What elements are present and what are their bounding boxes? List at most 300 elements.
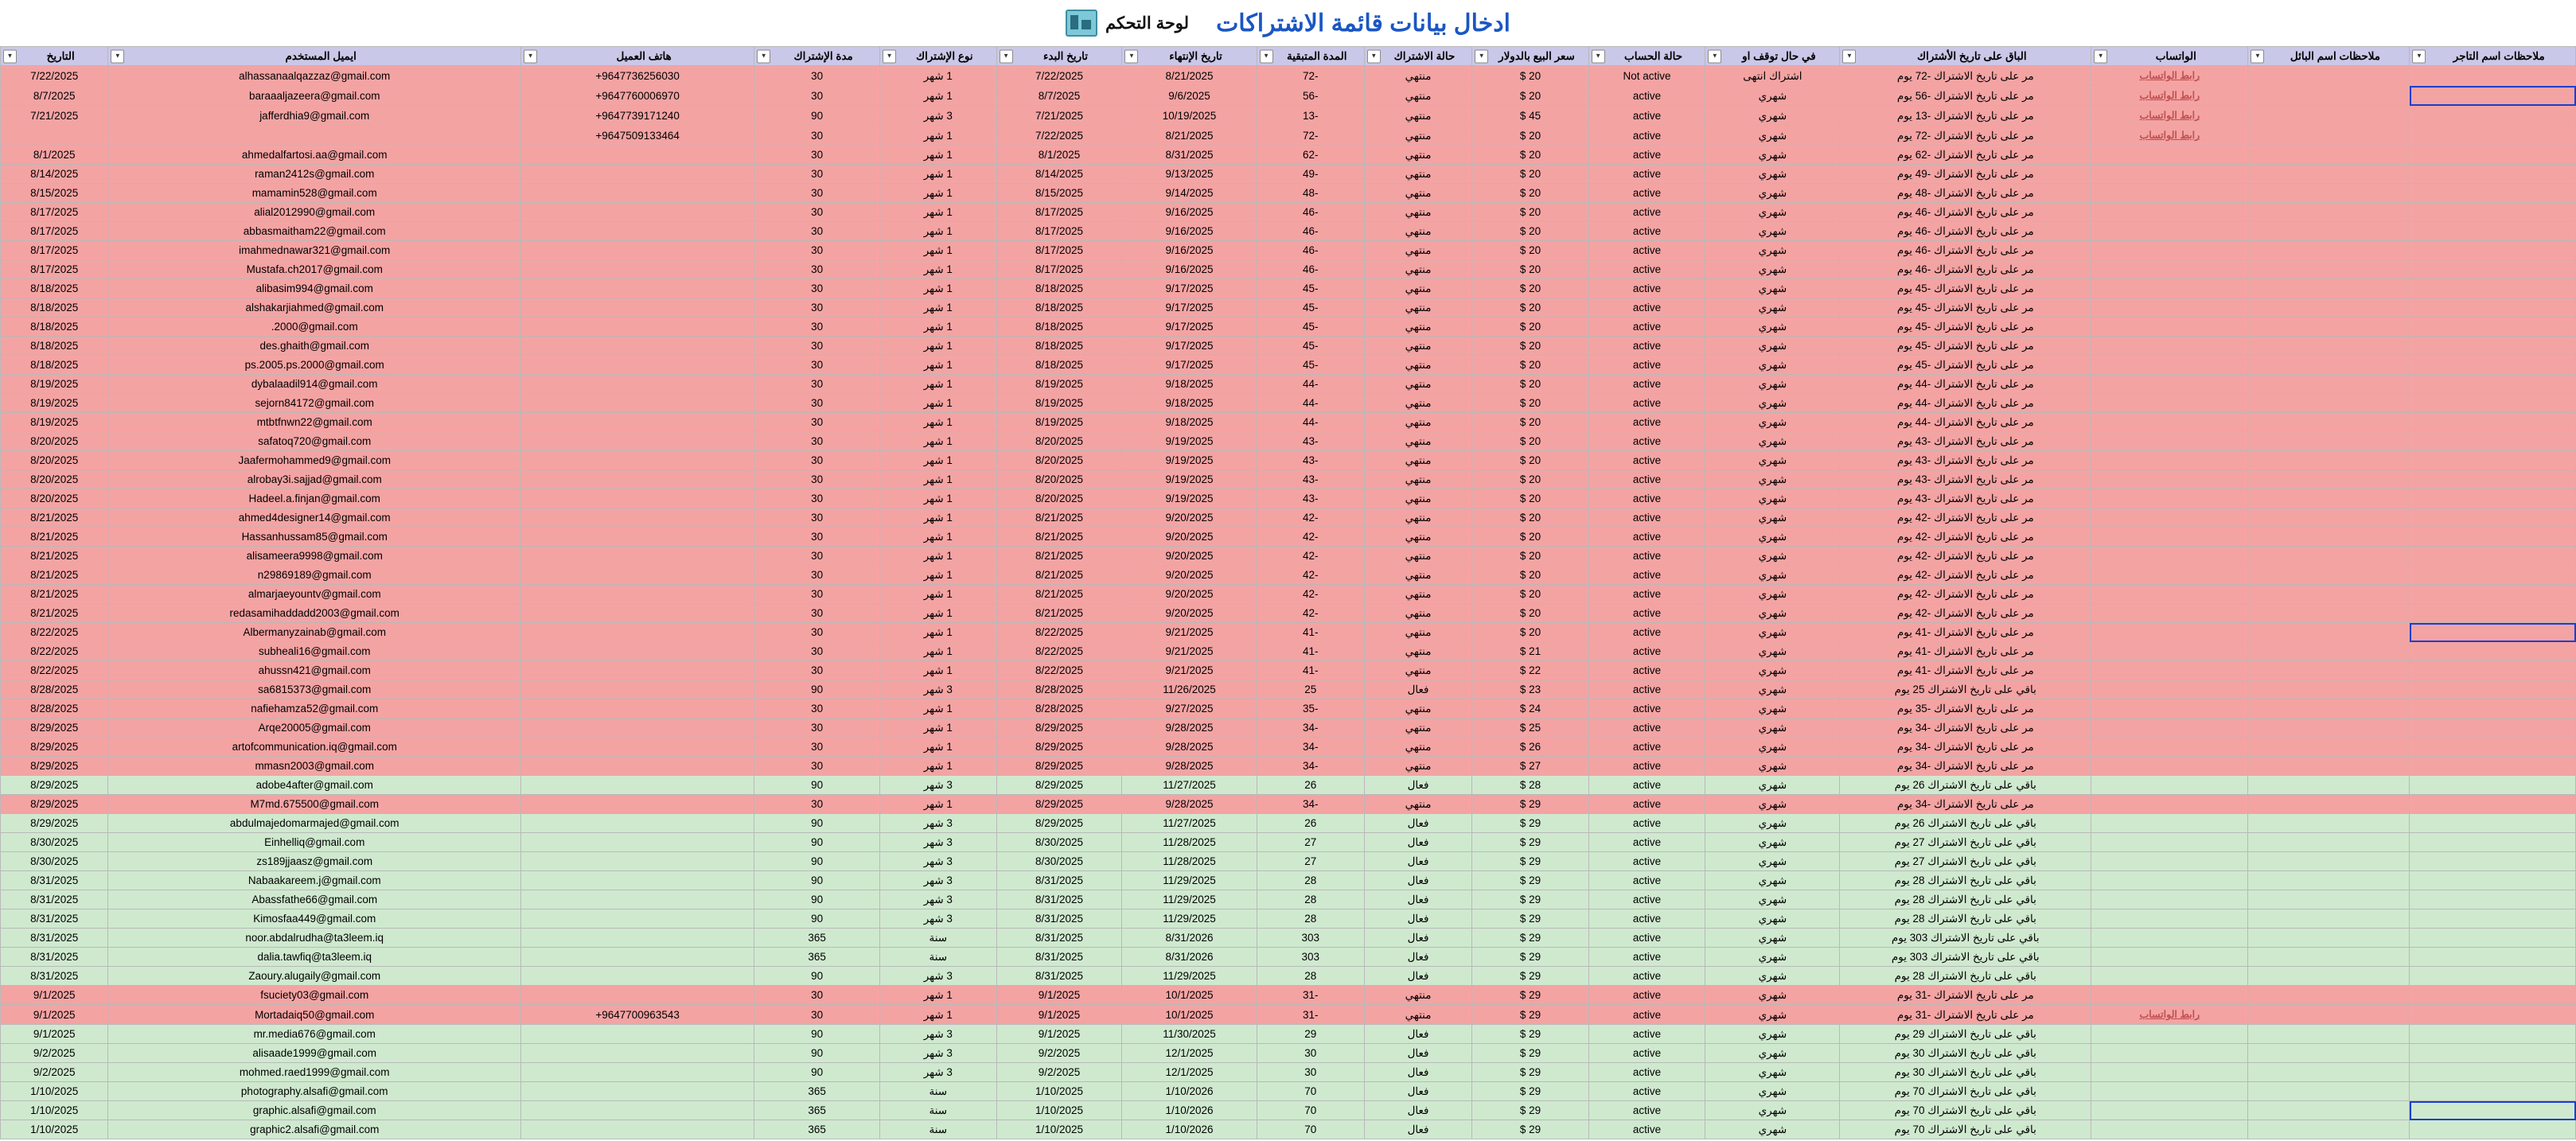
remaining-text[interactable]: مر على تاريخ الاشتراك -34 يوم xyxy=(1840,795,2091,814)
remaining-text[interactable]: باقي على تاريخ الاشتراك 26 يوم xyxy=(1840,776,2091,795)
subscription-status[interactable]: منتهي xyxy=(1364,146,1471,165)
stop-case[interactable]: شهري xyxy=(1705,337,1840,356)
customer-phone[interactable] xyxy=(521,1063,754,1082)
table-row[interactable] xyxy=(1,413,2576,432)
seller-notes[interactable] xyxy=(2248,871,2410,890)
subscription-type[interactable]: 1 شهر xyxy=(880,699,997,718)
stop-case[interactable]: شهري xyxy=(1705,1005,1840,1025)
customer-phone[interactable] xyxy=(521,738,754,757)
record-date[interactable]: 8/21/2025 xyxy=(1,547,108,566)
table-row[interactable] xyxy=(1,489,2576,508)
merchant-notes[interactable] xyxy=(2410,470,2576,489)
user-email[interactable]: mtbtfnwn22@gmail.com xyxy=(108,413,521,432)
subscription-type[interactable]: 1 شهر xyxy=(880,1005,997,1025)
account-status[interactable]: active xyxy=(1588,279,1705,298)
stop-case[interactable]: شهري xyxy=(1705,585,1840,604)
seller-notes[interactable] xyxy=(2248,795,2410,814)
table-row[interactable] xyxy=(1,776,2576,795)
whatsapp-link[interactable] xyxy=(2091,642,2248,661)
subscription-type[interactable]: 1 شهر xyxy=(880,508,997,528)
start-date[interactable]: 7/21/2025 xyxy=(996,106,1122,126)
start-date[interactable]: 8/19/2025 xyxy=(996,375,1122,394)
subscription-status[interactable]: فعال xyxy=(1364,1044,1471,1063)
record-date[interactable]: 8/15/2025 xyxy=(1,184,108,203)
sale-price[interactable]: $ 29 xyxy=(1472,929,1589,948)
whatsapp-link[interactable] xyxy=(2091,623,2248,642)
seller-notes[interactable] xyxy=(2248,1082,2410,1101)
stop-case[interactable]: شهري xyxy=(1705,566,1840,585)
sale-price[interactable]: $ 29 xyxy=(1472,986,1589,1005)
customer-phone[interactable] xyxy=(521,413,754,432)
seller-notes[interactable] xyxy=(2248,967,2410,986)
subscription-type[interactable]: 1 شهر xyxy=(880,413,997,432)
user-email[interactable]: noor.abdalrudha@ta3leem.iq xyxy=(108,929,521,948)
column-header-3[interactable] xyxy=(1840,47,2091,66)
end-date[interactable]: 9/17/2025 xyxy=(1122,279,1257,298)
remaining-text[interactable]: مر على تاريخ الاشتراك -42 يوم xyxy=(1840,528,2091,547)
record-date[interactable]: 8/29/2025 xyxy=(1,738,108,757)
start-date[interactable]: 1/10/2025 xyxy=(996,1082,1122,1101)
user-email[interactable]: dybalaadil914@gmail.com xyxy=(108,375,521,394)
stop-case[interactable]: شهري xyxy=(1705,1082,1840,1101)
table-row[interactable] xyxy=(1,241,2576,260)
stop-case[interactable]: شهري xyxy=(1705,604,1840,623)
whatsapp-link[interactable] xyxy=(2091,106,2248,126)
account-status[interactable]: active xyxy=(1588,1082,1705,1101)
end-date[interactable]: 9/16/2025 xyxy=(1122,260,1257,279)
record-date[interactable] xyxy=(1,126,108,146)
table-row[interactable] xyxy=(1,1025,2576,1044)
merchant-notes[interactable] xyxy=(2410,86,2576,106)
remaining-text[interactable]: مر على تاريخ الاشتراك -35 يوم xyxy=(1840,699,2091,718)
subscription-status[interactable]: منتهي xyxy=(1364,604,1471,623)
sale-price[interactable]: $ 20 xyxy=(1472,165,1589,184)
merchant-notes[interactable] xyxy=(2410,986,2576,1005)
subscription-status[interactable]: منتهي xyxy=(1364,222,1471,241)
start-date[interactable]: 1/10/2025 xyxy=(996,1101,1122,1120)
end-date[interactable]: 8/21/2025 xyxy=(1122,66,1257,86)
seller-notes[interactable] xyxy=(2248,394,2410,413)
table-row[interactable] xyxy=(1,279,2576,298)
subscription-status[interactable]: فعال xyxy=(1364,852,1471,871)
remaining-text[interactable]: مر على تاريخ الاشتراك -46 يوم xyxy=(1840,260,2091,279)
subscription-duration[interactable]: 30 xyxy=(754,470,880,489)
start-date[interactable]: 8/18/2025 xyxy=(996,317,1122,337)
remaining-days[interactable]: -43 xyxy=(1257,470,1364,489)
subscription-status[interactable]: فعال xyxy=(1364,680,1471,699)
account-status[interactable]: active xyxy=(1588,814,1705,833)
merchant-notes[interactable] xyxy=(2410,375,2576,394)
merchant-notes[interactable] xyxy=(2410,298,2576,317)
subscription-duration[interactable]: 30 xyxy=(754,642,880,661)
customer-phone[interactable] xyxy=(521,203,754,222)
sale-price[interactable]: $ 29 xyxy=(1472,967,1589,986)
subscription-duration[interactable]: 90 xyxy=(754,871,880,890)
customer-phone[interactable] xyxy=(521,929,754,948)
merchant-notes[interactable] xyxy=(2410,909,2576,929)
stop-case[interactable]: شهري xyxy=(1705,699,1840,718)
record-date[interactable]: 9/1/2025 xyxy=(1,1025,108,1044)
remaining-days[interactable]: 28 xyxy=(1257,967,1364,986)
whatsapp-link[interactable] xyxy=(2091,413,2248,432)
whatsapp-link[interactable] xyxy=(2091,909,2248,929)
filter-dropdown-icon[interactable]: ▼ xyxy=(2412,49,2426,63)
remaining-days[interactable]: -72 xyxy=(1257,126,1364,146)
subscription-type[interactable]: 1 شهر xyxy=(880,738,997,757)
start-date[interactable]: 8/20/2025 xyxy=(996,432,1122,451)
sale-price[interactable]: $ 20 xyxy=(1472,279,1589,298)
record-date[interactable]: 8/18/2025 xyxy=(1,279,108,298)
remaining-days[interactable]: -46 xyxy=(1257,222,1364,241)
customer-phone[interactable] xyxy=(521,604,754,623)
customer-phone[interactable] xyxy=(521,222,754,241)
start-date[interactable]: 9/2/2025 xyxy=(996,1044,1122,1063)
remaining-days[interactable]: 29 xyxy=(1257,1025,1364,1044)
stop-case[interactable]: شهري xyxy=(1705,1063,1840,1082)
account-status[interactable]: active xyxy=(1588,356,1705,375)
subscription-status[interactable]: منتهي xyxy=(1364,432,1471,451)
account-status[interactable]: active xyxy=(1588,1025,1705,1044)
customer-phone[interactable] xyxy=(521,871,754,890)
end-date[interactable]: 9/18/2025 xyxy=(1122,394,1257,413)
whatsapp-link[interactable] xyxy=(2091,1082,2248,1101)
column-header-10[interactable] xyxy=(996,47,1122,66)
start-date[interactable]: 8/17/2025 xyxy=(996,222,1122,241)
user-email[interactable]: n29869189@gmail.com xyxy=(108,566,521,585)
stop-case[interactable]: شهري xyxy=(1705,317,1840,337)
remaining-text[interactable]: مر على تاريخ الاشتراك -42 يوم xyxy=(1840,547,2091,566)
subscription-duration[interactable]: 30 xyxy=(754,165,880,184)
merchant-notes[interactable] xyxy=(2410,394,2576,413)
subscription-duration[interactable]: 30 xyxy=(754,146,880,165)
whatsapp-link[interactable] xyxy=(2091,585,2248,604)
remaining-days[interactable]: -43 xyxy=(1257,451,1364,470)
sale-price[interactable]: $ 29 xyxy=(1472,814,1589,833)
remaining-text[interactable]: باقي على تاريخ الاشتراك 70 يوم xyxy=(1840,1120,2091,1139)
start-date[interactable]: 8/21/2025 xyxy=(996,604,1122,623)
whatsapp-link[interactable] xyxy=(2091,317,2248,337)
column-header-0[interactable] xyxy=(2410,47,2576,66)
whatsapp-link[interactable] xyxy=(2091,489,2248,508)
end-date[interactable]: 9/28/2025 xyxy=(1122,757,1257,776)
account-status[interactable]: active xyxy=(1588,776,1705,795)
record-date[interactable]: 8/19/2025 xyxy=(1,394,108,413)
whatsapp-link[interactable] xyxy=(2091,375,2248,394)
subscription-type[interactable]: 3 شهر xyxy=(880,680,997,699)
sale-price[interactable]: $ 21 xyxy=(1472,642,1589,661)
column-header-7[interactable] xyxy=(1364,47,1471,66)
account-status[interactable]: active xyxy=(1588,967,1705,986)
merchant-notes[interactable] xyxy=(2410,1063,2576,1082)
subscription-status[interactable]: فعال xyxy=(1364,1101,1471,1120)
remaining-text[interactable]: مر على تاريخ الاشتراك -42 يوم xyxy=(1840,508,2091,528)
remaining-text[interactable]: باقي على تاريخ الاشتراك 30 يوم xyxy=(1840,1044,2091,1063)
start-date[interactable]: 8/31/2025 xyxy=(996,909,1122,929)
remaining-days[interactable]: -42 xyxy=(1257,604,1364,623)
record-date[interactable]: 8/21/2025 xyxy=(1,604,108,623)
customer-phone[interactable] xyxy=(521,699,754,718)
user-email[interactable]: Abassfathe66@gmail.com xyxy=(108,890,521,909)
subscription-duration[interactable]: 30 xyxy=(754,317,880,337)
merchant-notes[interactable] xyxy=(2410,1005,2576,1025)
stop-case[interactable]: شهري xyxy=(1705,890,1840,909)
record-date[interactable]: 7/22/2025 xyxy=(1,66,108,86)
remaining-days[interactable]: -62 xyxy=(1257,146,1364,165)
subscription-type[interactable]: 1 شهر xyxy=(880,279,997,298)
table-row[interactable] xyxy=(1,547,2576,566)
subscription-type[interactable]: 1 شهر xyxy=(880,146,997,165)
seller-notes[interactable] xyxy=(2248,738,2410,757)
user-email[interactable]: fsuciety03@gmail.com xyxy=(108,986,521,1005)
whatsapp-link[interactable] xyxy=(2091,470,2248,489)
remaining-days[interactable]: -44 xyxy=(1257,394,1364,413)
merchant-notes[interactable] xyxy=(2410,1120,2576,1139)
record-date[interactable]: 8/17/2025 xyxy=(1,260,108,279)
remaining-days[interactable]: 70 xyxy=(1257,1101,1364,1120)
record-date[interactable]: 8/29/2025 xyxy=(1,757,108,776)
customer-phone[interactable] xyxy=(521,241,754,260)
customer-phone[interactable]: +9647739171240 xyxy=(521,106,754,126)
customer-phone[interactable] xyxy=(521,642,754,661)
seller-notes[interactable] xyxy=(2248,489,2410,508)
customer-phone[interactable]: +9647736256030 xyxy=(521,66,754,86)
sale-price[interactable]: $ 20 xyxy=(1472,203,1589,222)
end-date[interactable]: 9/17/2025 xyxy=(1122,337,1257,356)
subscription-duration[interactable]: 30 xyxy=(754,298,880,317)
customer-phone[interactable] xyxy=(521,890,754,909)
table-row[interactable] xyxy=(1,1082,2576,1101)
subscription-type[interactable]: 1 شهر xyxy=(880,432,997,451)
subscription-duration[interactable]: 30 xyxy=(754,757,880,776)
subscription-type[interactable]: 1 شهر xyxy=(880,298,997,317)
whatsapp-link[interactable] xyxy=(2091,508,2248,528)
table-row[interactable] xyxy=(1,852,2576,871)
record-date[interactable]: 1/10/2025 xyxy=(1,1120,108,1139)
end-date[interactable]: 9/20/2025 xyxy=(1122,547,1257,566)
end-date[interactable]: 9/28/2025 xyxy=(1122,718,1257,738)
start-date[interactable]: 8/21/2025 xyxy=(996,566,1122,585)
subscription-duration[interactable]: 30 xyxy=(754,241,880,260)
sale-price[interactable]: $ 20 xyxy=(1472,260,1589,279)
subscription-status[interactable]: منتهي xyxy=(1364,566,1471,585)
record-date[interactable]: 8/18/2025 xyxy=(1,337,108,356)
table-row[interactable] xyxy=(1,738,2576,757)
end-date[interactable]: 9/6/2025 xyxy=(1122,86,1257,106)
seller-notes[interactable] xyxy=(2248,66,2410,86)
subscription-type[interactable]: 1 شهر xyxy=(880,585,997,604)
subscription-type[interactable]: 1 شهر xyxy=(880,337,997,356)
whatsapp-link[interactable] xyxy=(2091,298,2248,317)
subscription-type[interactable]: 1 شهر xyxy=(880,528,997,547)
stop-case[interactable]: شهري xyxy=(1705,165,1840,184)
stop-case[interactable]: شهري xyxy=(1705,451,1840,470)
end-date[interactable]: 9/17/2025 xyxy=(1122,298,1257,317)
subscription-status[interactable]: منتهي xyxy=(1364,661,1471,680)
start-date[interactable]: 8/30/2025 xyxy=(996,852,1122,871)
whatsapp-link[interactable] xyxy=(2091,66,2248,86)
remaining-days[interactable]: -44 xyxy=(1257,375,1364,394)
stop-case[interactable]: شهري xyxy=(1705,470,1840,489)
account-status[interactable]: active xyxy=(1588,375,1705,394)
remaining-text[interactable]: باقي على تاريخ الاشتراك 29 يوم xyxy=(1840,1025,2091,1044)
seller-notes[interactable] xyxy=(2248,604,2410,623)
end-date[interactable]: 9/28/2025 xyxy=(1122,738,1257,757)
seller-notes[interactable] xyxy=(2248,203,2410,222)
subscription-duration[interactable]: 30 xyxy=(754,260,880,279)
subscription-duration[interactable]: 30 xyxy=(754,623,880,642)
user-email[interactable]: alshakarjiahmed@gmail.com xyxy=(108,298,521,317)
record-date[interactable]: 8/29/2025 xyxy=(1,814,108,833)
table-row[interactable] xyxy=(1,222,2576,241)
start-date[interactable]: 8/21/2025 xyxy=(996,508,1122,528)
subscription-status[interactable]: منتهي xyxy=(1364,317,1471,337)
remaining-text[interactable]: مر على تاريخ الاشتراك -34 يوم xyxy=(1840,757,2091,776)
record-date[interactable]: 8/21/2025 xyxy=(1,528,108,547)
subscription-type[interactable]: 1 شهر xyxy=(880,795,997,814)
table-row[interactable] xyxy=(1,184,2576,203)
subscription-duration[interactable]: 30 xyxy=(754,126,880,146)
end-date[interactable]: 11/28/2025 xyxy=(1122,833,1257,852)
remaining-text[interactable]: باقي على تاريخ الاشتراك 28 يوم xyxy=(1840,890,2091,909)
customer-phone[interactable] xyxy=(521,1101,754,1120)
stop-case[interactable]: شهري xyxy=(1705,718,1840,738)
remaining-text[interactable]: مر على تاريخ الاشتراك -44 يوم xyxy=(1840,394,2091,413)
whatsapp-link[interactable] xyxy=(2091,833,2248,852)
customer-phone[interactable] xyxy=(521,661,754,680)
subscription-status[interactable]: منتهي xyxy=(1364,260,1471,279)
remaining-days[interactable]: -45 xyxy=(1257,337,1364,356)
whatsapp-link[interactable] xyxy=(2091,1101,2248,1120)
whatsapp-link[interactable] xyxy=(2091,547,2248,566)
filter-dropdown-icon[interactable]: ▼ xyxy=(1708,49,1721,63)
start-date[interactable]: 9/1/2025 xyxy=(996,986,1122,1005)
stop-case[interactable]: شهري xyxy=(1705,1120,1840,1139)
record-date[interactable]: 8/31/2025 xyxy=(1,929,108,948)
filter-dropdown-icon[interactable]: ▼ xyxy=(1124,49,1138,63)
remaining-days[interactable]: -46 xyxy=(1257,260,1364,279)
stop-case[interactable]: شهري xyxy=(1705,986,1840,1005)
account-status[interactable]: active xyxy=(1588,661,1705,680)
end-date[interactable]: 10/1/2025 xyxy=(1122,986,1257,1005)
user-email[interactable]: photography.alsafi@gmail.com xyxy=(108,1082,521,1101)
column-header-15[interactable] xyxy=(1,47,108,66)
whatsapp-link[interactable] xyxy=(2091,1063,2248,1082)
account-status[interactable]: Not active xyxy=(1588,66,1705,86)
remaining-days[interactable]: -43 xyxy=(1257,432,1364,451)
filter-dropdown-icon[interactable]: ▼ xyxy=(1592,49,1605,63)
subscription-status[interactable]: منتهي xyxy=(1364,795,1471,814)
subscription-duration[interactable]: 30 xyxy=(754,184,880,203)
remaining-text[interactable]: مر على تاريخ الاشتراك -41 يوم xyxy=(1840,642,2091,661)
remaining-days[interactable]: -42 xyxy=(1257,547,1364,566)
record-date[interactable]: 8/19/2025 xyxy=(1,375,108,394)
user-email[interactable]: Jaafermohammed9@gmail.com xyxy=(108,451,521,470)
end-date[interactable]: 8/31/2026 xyxy=(1122,929,1257,948)
subscription-type[interactable]: 3 شهر xyxy=(880,106,997,126)
subscription-duration[interactable]: 365 xyxy=(754,948,880,967)
remaining-days[interactable]: -42 xyxy=(1257,508,1364,528)
stop-case[interactable]: شهري xyxy=(1705,776,1840,795)
end-date[interactable]: 9/20/2025 xyxy=(1122,508,1257,528)
subscription-status[interactable]: منتهي xyxy=(1364,203,1471,222)
start-date[interactable]: 8/29/2025 xyxy=(996,814,1122,833)
table-row[interactable] xyxy=(1,833,2576,852)
customer-phone[interactable] xyxy=(521,489,754,508)
start-date[interactable]: 8/29/2025 xyxy=(996,795,1122,814)
record-date[interactable]: 8/17/2025 xyxy=(1,241,108,260)
end-date[interactable]: 9/19/2025 xyxy=(1122,432,1257,451)
customer-phone[interactable] xyxy=(521,375,754,394)
subscription-status[interactable]: فعال xyxy=(1364,909,1471,929)
record-date[interactable]: 8/21/2025 xyxy=(1,585,108,604)
subscription-duration[interactable]: 30 xyxy=(754,1005,880,1025)
sale-price[interactable]: $ 29 xyxy=(1472,833,1589,852)
seller-notes[interactable] xyxy=(2248,260,2410,279)
sale-price[interactable]: $ 20 xyxy=(1472,451,1589,470)
merchant-notes[interactable] xyxy=(2410,260,2576,279)
customer-phone[interactable] xyxy=(521,1120,754,1139)
column-header-1[interactable] xyxy=(2248,47,2410,66)
sale-price[interactable]: $ 20 xyxy=(1472,126,1589,146)
record-date[interactable]: 8/14/2025 xyxy=(1,165,108,184)
end-date[interactable]: 9/20/2025 xyxy=(1122,604,1257,623)
account-status[interactable]: active xyxy=(1588,451,1705,470)
subscription-status[interactable]: منتهي xyxy=(1364,699,1471,718)
sale-price[interactable]: $ 20 xyxy=(1472,528,1589,547)
record-date[interactable]: 8/31/2025 xyxy=(1,909,108,929)
whatsapp-link[interactable] xyxy=(2091,566,2248,585)
seller-notes[interactable] xyxy=(2248,1044,2410,1063)
table-row[interactable] xyxy=(1,585,2576,604)
subscription-status[interactable]: منتهي xyxy=(1364,356,1471,375)
seller-notes[interactable] xyxy=(2248,432,2410,451)
whatsapp-link[interactable] xyxy=(2091,967,2248,986)
start-date[interactable]: 8/31/2025 xyxy=(996,948,1122,967)
seller-notes[interactable] xyxy=(2248,1025,2410,1044)
table-row[interactable] xyxy=(1,106,2576,126)
account-status[interactable]: active xyxy=(1588,470,1705,489)
remaining-days[interactable]: 26 xyxy=(1257,776,1364,795)
merchant-notes[interactable] xyxy=(2410,929,2576,948)
seller-notes[interactable] xyxy=(2248,661,2410,680)
user-email[interactable]: ahussn421@gmail.com xyxy=(108,661,521,680)
subscription-type[interactable]: 1 شهر xyxy=(880,66,997,86)
user-email[interactable]: M7md.675500@gmail.com xyxy=(108,795,521,814)
seller-notes[interactable] xyxy=(2248,699,2410,718)
table-row[interactable] xyxy=(1,757,2576,776)
sale-price[interactable]: $ 20 xyxy=(1472,604,1589,623)
stop-case[interactable]: شهري xyxy=(1705,413,1840,432)
account-status[interactable]: active xyxy=(1588,86,1705,106)
subscription-duration[interactable]: 30 xyxy=(754,86,880,106)
remaining-text[interactable]: مر على تاريخ الاشتراك -45 يوم xyxy=(1840,317,2091,337)
remaining-text[interactable]: مر على تاريخ الاشتراك -42 يوم xyxy=(1840,585,2091,604)
merchant-notes[interactable] xyxy=(2410,852,2576,871)
user-email[interactable]: des.ghaith@gmail.com xyxy=(108,337,521,356)
remaining-text[interactable]: مر على تاريخ الاشتراك -46 يوم xyxy=(1840,203,2091,222)
seller-notes[interactable] xyxy=(2248,642,2410,661)
remaining-text[interactable]: باقي على تاريخ الاشتراك 70 يوم xyxy=(1840,1101,2091,1120)
remaining-text[interactable]: مر على تاريخ الاشتراك -46 يوم xyxy=(1840,241,2091,260)
end-date[interactable]: 12/1/2025 xyxy=(1122,1063,1257,1082)
remaining-days[interactable]: -45 xyxy=(1257,356,1364,375)
merchant-notes[interactable] xyxy=(2410,528,2576,547)
merchant-notes[interactable] xyxy=(2410,738,2576,757)
merchant-notes[interactable] xyxy=(2410,451,2576,470)
subscription-type[interactable]: 3 شهر xyxy=(880,833,997,852)
subscription-status[interactable]: منتهي xyxy=(1364,718,1471,738)
sale-price[interactable]: $ 29 xyxy=(1472,1120,1589,1139)
